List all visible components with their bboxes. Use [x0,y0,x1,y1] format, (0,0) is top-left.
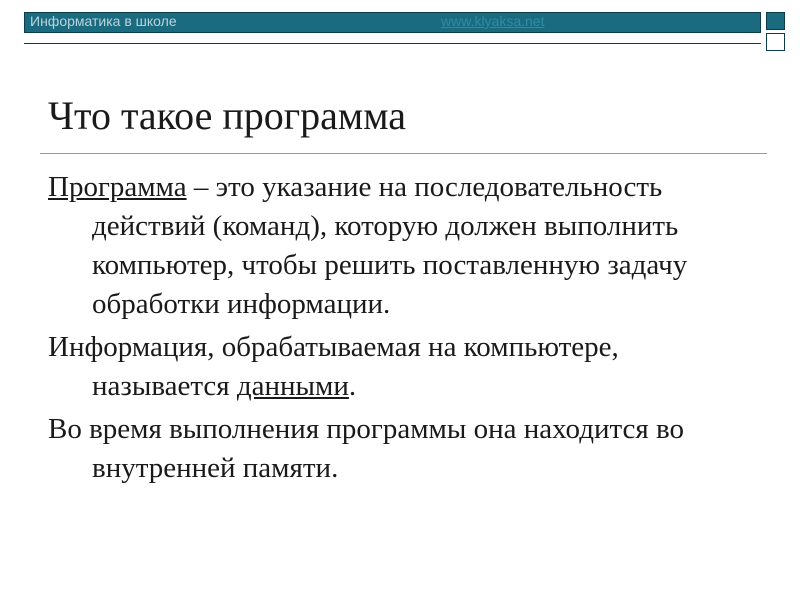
paragraph-text: Информация, обрабатываемая на компьютере, называется [48,331,619,402]
header-url-link[interactable]: www.klyaksa.net [441,13,545,29]
paragraph-data-definition [48,328,748,406]
header-divider [24,43,761,44]
decor-square-top [766,12,785,30]
slide-body [48,168,748,492]
paragraph-text: Во время выполнения программы она находится во внутренней памяти. [48,413,684,484]
term-data: данными [236,370,349,402]
term-program: Программа [48,171,187,203]
paragraph-text: – это указание на последовательность действий (команд), которую должен выполнить компьютер, чтобы решить поставленную задачу обработки информации. [92,171,688,320]
decor-square-bottom [766,33,785,51]
header-title: Информатика в школе [30,13,177,29]
paragraph-memory [48,410,748,488]
slide-title: Что такое программа [48,93,406,138]
paragraph-program-definition [48,168,748,324]
title-divider [40,153,767,154]
paragraph-text: . [348,370,357,402]
